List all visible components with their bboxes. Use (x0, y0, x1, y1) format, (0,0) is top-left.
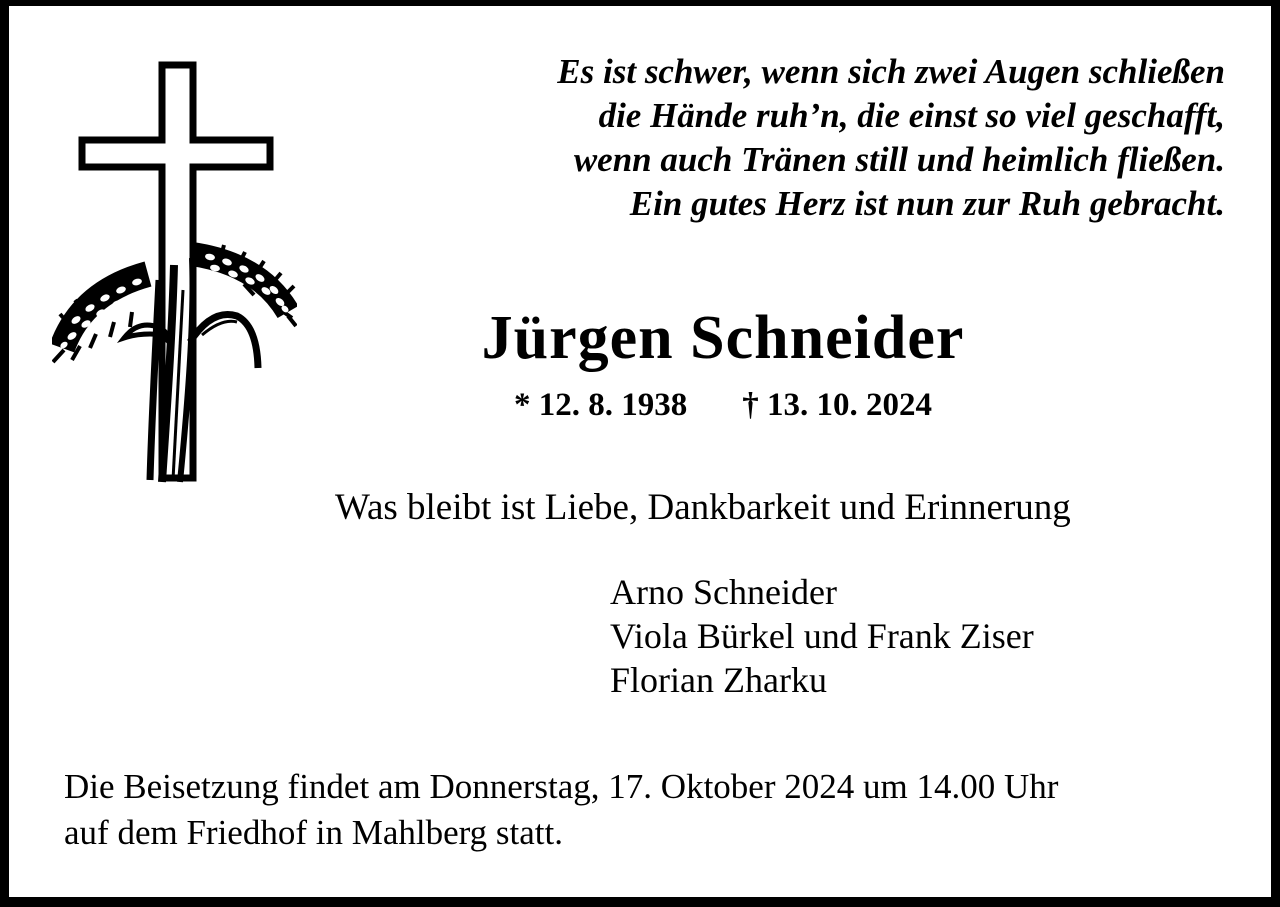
mourners-list (610, 570, 1034, 702)
poem (557, 50, 1225, 226)
mourner-name: Florian Zharku (610, 660, 827, 700)
poem-line: die Hände ruh’n, die einst so viel geschafft, (598, 96, 1225, 135)
funeral-info (64, 764, 1058, 856)
deceased-name: Jürgen Schneider (481, 304, 965, 372)
tribute-line: Was bleibt ist Liebe, Dankbarkeit und Erinnerung (335, 487, 1071, 528)
funeral-info-line: Die Beisetzung findet am Donnerstag, 17. Oktober 2024 um 14.00 Uhr (64, 767, 1059, 806)
poem-line: Ein gutes Herz ist nun zur Ruh gebracht. (629, 184, 1225, 223)
life-dates (166, 386, 1280, 424)
mourner-name: Arno Schneider (610, 572, 837, 612)
poem-line: wenn auch Tränen still und heimlich fließen. (573, 140, 1225, 179)
birth-date: * 12. 8. 1938 (514, 387, 688, 423)
cross-and-wheat-icon (52, 50, 297, 495)
mourner-name: Viola Bürkel und Frank Ziser (610, 616, 1034, 656)
funeral-info-line: auf dem Friedhof in Mahlberg statt. (64, 813, 563, 852)
name-and-dates (166, 302, 1280, 424)
death-date: † 13. 10. 2024 (742, 387, 932, 423)
poem-line: Es ist schwer, wenn sich zwei Augen schließen (557, 52, 1225, 91)
